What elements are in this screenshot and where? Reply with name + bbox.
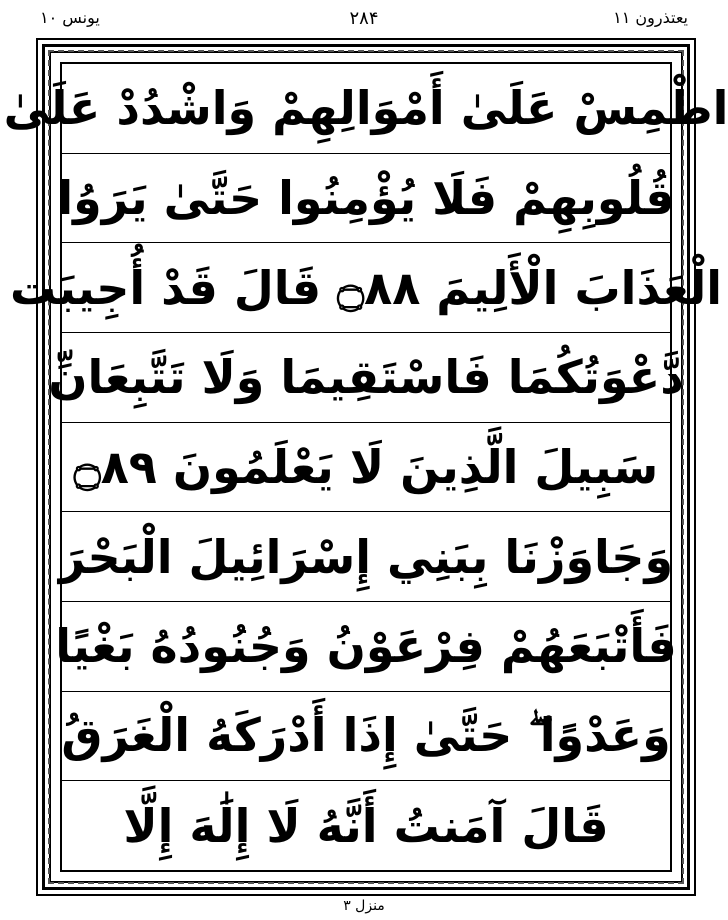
surah-name: یونس ۱۰ xyxy=(40,8,100,27)
page-header xyxy=(0,0,728,40)
text-line: وَعَدْوًا ۖ حَتَّىٰ إِذَا أَدْرَكَهُ الْغَرَقُ xyxy=(62,692,670,782)
page-frame xyxy=(3,38,728,896)
text-line: سَبِيلَ الَّذِينَ لَا يَعْلَمُونَ ۝٨٩ xyxy=(62,423,670,513)
text-line: قُلُوبِهِمْ فَلَا يُؤْمِنُوا حَتَّىٰ يَرَوُا xyxy=(62,154,670,244)
text-line: وَجَاوَزْنَا بِبَنِي إِسْرَائِيلَ الْبَحْرَ xyxy=(62,512,670,602)
text-area xyxy=(3,62,728,872)
page-number: ۲۸۴ xyxy=(349,8,379,29)
text-line: دَّعْوَتُكُمَا فَاسْتَقِيمَا وَلَا تَتَّبِعَانِّ xyxy=(62,333,670,423)
text-line: الْعَذَابَ الْأَلِيمَ ۝٨٨ قَالَ قَدْ أُجِيبَت xyxy=(62,243,670,333)
text-line: اطْمِسْ عَلَىٰ أَمْوَالِهِمْ وَاشْدُدْ عَلَىٰ xyxy=(62,64,670,154)
manzil-footer: منزل ٣ xyxy=(343,898,385,914)
text-line: فَأَتْبَعَهُمْ فِرْعَوْنُ وَجُنُودُهُ بَغْيًا xyxy=(62,602,670,692)
text-line: قَالَ آمَنتُ أَنَّهُ لَا إِلَٰهَ إِلَّا xyxy=(123,798,609,853)
juz-name: یعتذرون ۱۱ xyxy=(613,8,688,27)
